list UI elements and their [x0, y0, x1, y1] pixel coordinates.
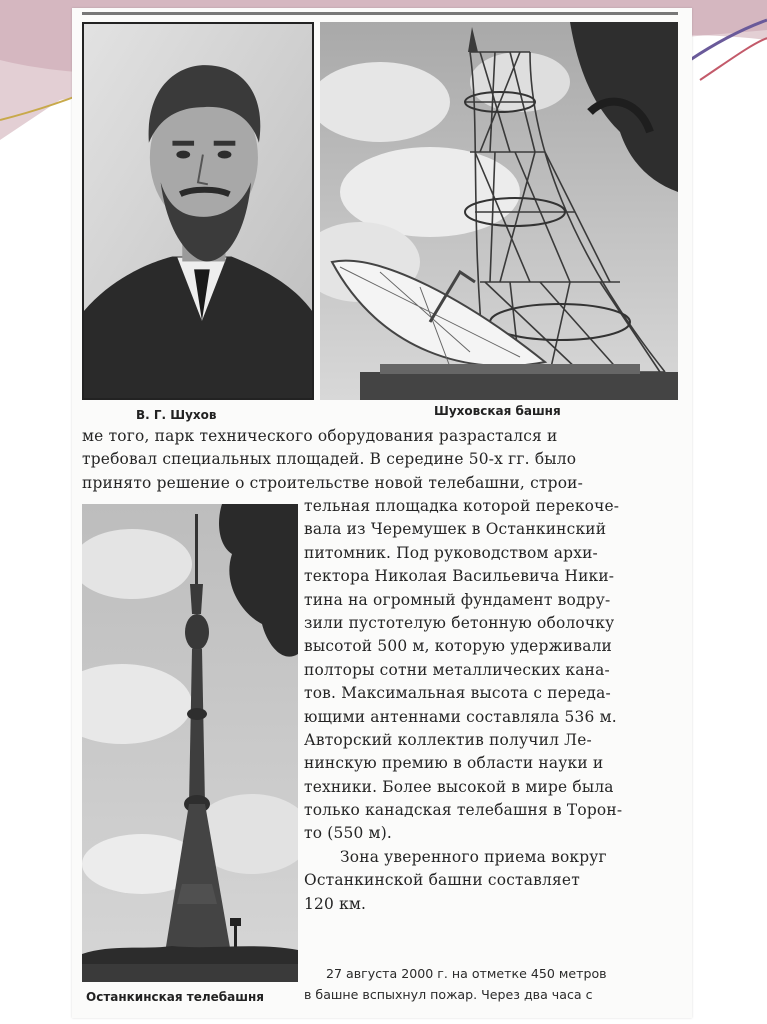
text-line: только канадская телебашня в Торон-: [304, 801, 623, 820]
text-line: ющими антеннами составляла 536 м.: [304, 707, 617, 726]
text-line: тина на огромный фундамент водру-: [304, 590, 611, 609]
note-line: 27 августа 2000 г. на отметке 450 метров: [326, 966, 607, 981]
text-line: тектора Николая Васильевича Ники-: [304, 567, 615, 586]
text-line: Авторский коллектив получил Ле-: [304, 730, 592, 749]
text-line: требовал специальных площадей. В середине 50-х гг. было: [82, 450, 577, 469]
text-line: Останкинской башни составляет: [304, 871, 580, 890]
book-page: [72, 8, 692, 1018]
note-line: в башне вспыхнул пожар. Через два часа с: [304, 987, 593, 1002]
text-line: нинскую премию в области науки и: [304, 754, 604, 773]
text-line: зили пустотелую бетонную оболочку: [304, 613, 615, 632]
right-column-text: [304, 495, 622, 916]
text-line: вала из Черемушек в Останкинский: [304, 520, 607, 539]
shukhov-tower-photo: [320, 22, 678, 400]
text-line: тов. Максимальная высота с переда-: [304, 684, 611, 703]
text-line: то (550 м).: [304, 824, 393, 843]
text-line: полторы сотни металлических кана-: [304, 660, 610, 679]
top-paragraph: [82, 425, 583, 495]
side-note: [304, 963, 607, 1005]
text-line: принято решение о строительстве новой телебашни, строи-: [82, 473, 584, 492]
text-line: 120 км.: [304, 894, 367, 913]
shukhov-portrait: [82, 22, 314, 400]
caption-shukhov-tower: Шуховская башня: [434, 404, 561, 418]
ostankino-tower-photo: [82, 504, 298, 982]
caption-shukhov: В. Г. Шухов: [136, 408, 217, 422]
text-line: ме того, парк технического оборудования разрастался и: [82, 427, 558, 445]
page-top-rule: [82, 12, 678, 15]
text-line: Зона уверенного приема вокруг: [340, 847, 607, 866]
text-line: тельная площадка которой перекоче-: [304, 497, 620, 515]
text-line: питомник. Под руководством архи-: [304, 543, 598, 562]
caption-ostankino: Останкинская телебашня: [86, 990, 264, 1004]
text-line: техники. Более высокой в мире была: [304, 777, 614, 796]
text-line: высотой 500 м, которую удерживали: [304, 637, 613, 656]
